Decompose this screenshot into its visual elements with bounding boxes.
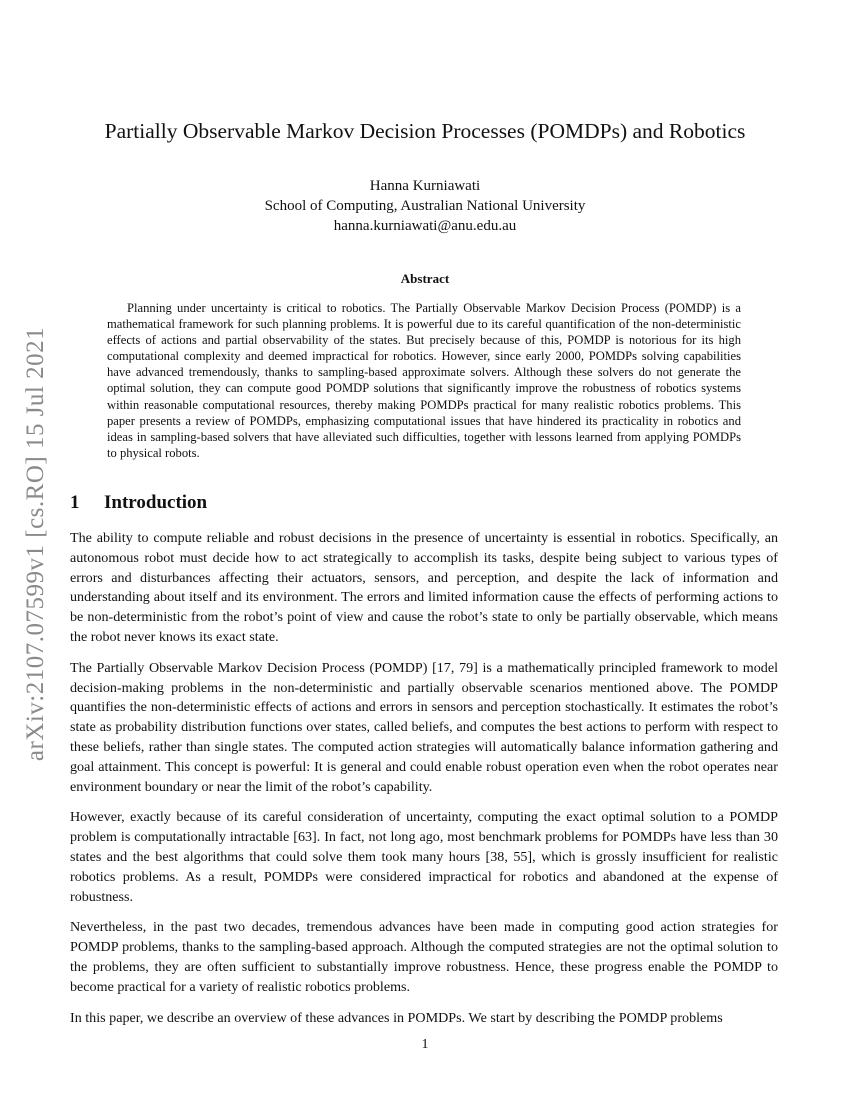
arxiv-identifier-stamp: arXiv:2107.07599v1 [cs.RO] 15 Jul 2021	[22, 326, 49, 762]
abstract-text: Planning under uncertainty is critical to robotics. The Partially Observable Markov Decision Process (POMDP) is a mathematical framework for such planning problems. It is powerful due to its careful quantification of the non-deterministic effects of actions and partial observability of the states. But precisely because of this, POMDP is notorious for its high computational complexity and deemed impractical for robotics. However, since early 2000, POMDPs solving capabilities have advanced tremendously, thanks to sampling-based approximate solvers. Although these solvers do not generate the optimal solution, they can compute good POMDP solutions that significantly improve the robustness of robotics systems within reasonable computational resources, thereby making POMDPs practical for many realistic robotics problems. This paper presents a review of POMDPs, emphasizing computational issues that have hindered its practicality in robotics and ideas in sampling-based solvers that have alleviated such difficulties, together with lessons learned from applying POMDPs to physical robots.	[107, 301, 741, 460]
section-title: Introduction	[104, 492, 208, 513]
body-paragraph: However, exactly because of its careful consideration of uncertainty, computing the exact optimal solution to a POMDP problem is computationally intractable [63]. In fact, not long ago, most benchmark problems for POMDPs have less than 30 states and the best algorithms that could solve them took many hours [38, 55], which is grossly insufficient for realistic robotics problems. As a result, POMDPs were considered impractical for robotics and abandoned at the expense of robustness.	[70, 809, 778, 905]
author-affiliation: School of Computing, Australian National University	[264, 198, 586, 214]
section-heading	[70, 491, 207, 515]
abstract-heading: Abstract	[400, 271, 450, 286]
paper-title: Partially Observable Markov Decision Processes (POMDPs) and Robotics	[104, 119, 746, 143]
body-paragraph: The ability to compute reliable and robust decisions in the presence of uncertainty is essential in robotics. Specifically, an autonomous robot must decide how to act strategically to accomplish its tasks, despite being subject to various types of errors and disturbances affecting their actuators, sensors, and perception, and despite the lack of information and understanding about itself and its environment. The errors and limited information cause the effects of performing actions to be non-deterministic from the robot’s point of view and cause the robot’s state to only be partially observable, which means the robot never knows its exact state.	[70, 530, 778, 645]
body-paragraph: The Partially Observable Markov Decision Process (POMDP) [17, 79] is a mathematically principled framework to model decision-making problems in the non-deterministic and partially observable scenarios mentioned above. The POMDP quantifies the non-deterministic effects of actions and errors in sensors and perception stochastically. It estimates the robot’s state as probability distribution functions over states, called beliefs, and computes the best actions to perform with respect to these beliefs, rather than single states. The computed action strategies will automatically balance information gathering and goal attainment. This concept is powerful: It is general and could enable robust operation even when the robot operates near environment boundary or near the limit of the robot’s capability.	[70, 659, 778, 795]
author-name: Hanna Kurniawati	[369, 178, 481, 194]
author-email: hanna.kurniawati@anu.edu.au	[333, 218, 517, 234]
body-paragraph: Nevertheless, in the past two decades, tremendous advances have been made in computing good action strategies for POMDP problems, thanks to the sampling-based approach. Although the computed strategies are not the optimal solution to the problems, they are often sufficient to substantially improve robustness. Hence, these progress enable the POMDP to become practical for a variety of realistic robotics problems.	[70, 919, 778, 995]
introduction-body	[70, 529, 778, 1039]
page-number: 1	[421, 1037, 429, 1052]
section-number: 1	[70, 492, 80, 513]
author-block	[0, 176, 850, 236]
body-paragraph: In this paper, we describe an overview of these advances in POMDPs. We start by describing the POMDP problems	[70, 1009, 723, 1026]
